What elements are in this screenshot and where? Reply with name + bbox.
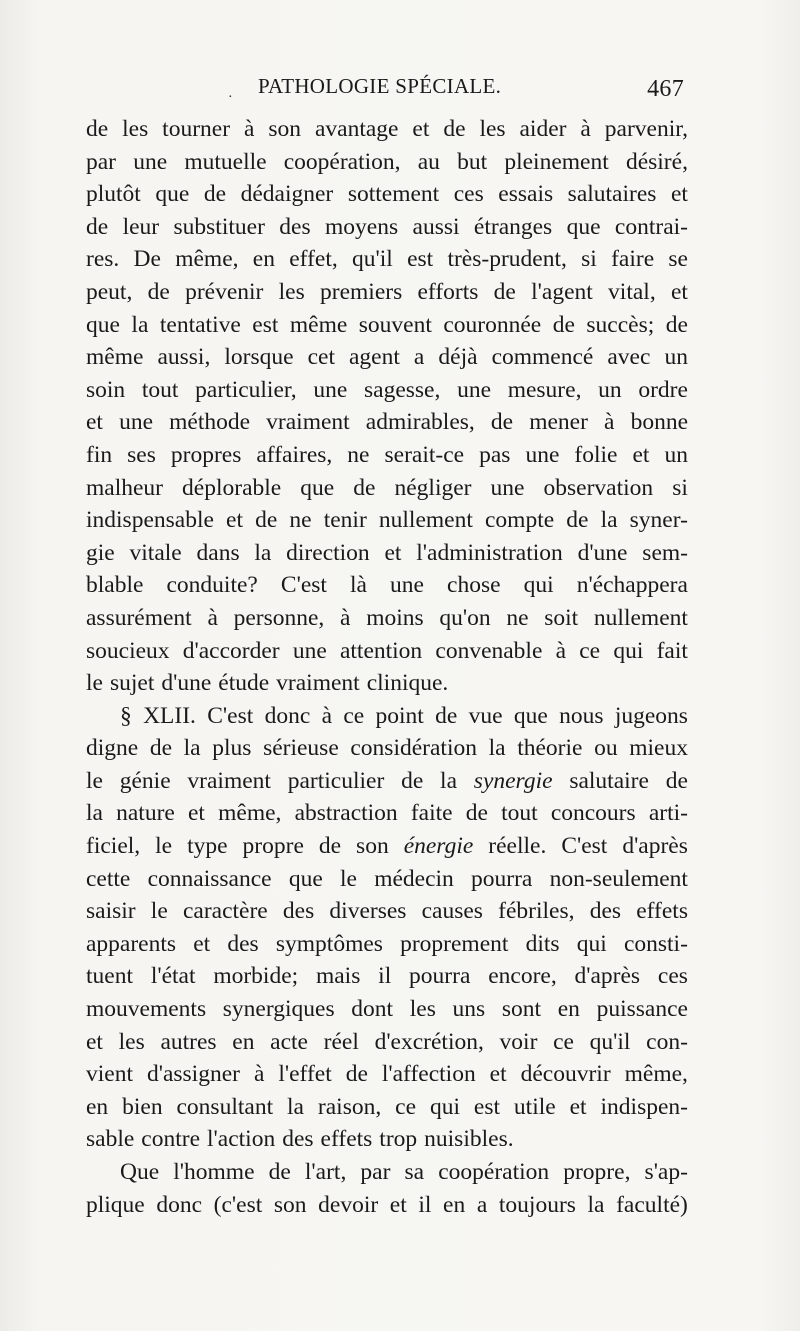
running-header [86,74,684,108]
text-line: digne de la plus sérieuse considération la théorie ou mieux [86,735,688,762]
page-number: 467 [647,76,684,102]
header-title: PATHOLOGIE SPÉCIALE. [258,74,502,98]
text-line: fin ses propres affaires, ne serait-ce pas une folie et un [86,441,688,468]
text-line: plutôt que de dédaigner sottement ces essais salutaires et [86,181,688,208]
text-line: mouvements synergiques dont les uns sont en puissance [86,996,688,1023]
text-line: la nature et même, abstraction faite de tout concours arti- [86,800,688,827]
text-line: plique donc (c'est son devoir et il en a toujours la faculté) [86,1191,688,1218]
text-line: vient d'assigner à l'effet de l'affection et découvrir même, [86,1061,688,1088]
text-line: saisir le caractère des diverses causes fébriles, des effets [86,898,688,925]
text-line: Que l'homme de l'art, par sa coopération propre, s'ap- [120,1159,688,1185]
text-line: ficiel, le type propre de son énergie réelle. C'est d'après [86,833,688,860]
text-line: gie vitale dans la direction et l'administration d'une sem- [86,539,688,566]
text-line: de leur substituer des moyens aussi étranges que contrai- [86,213,688,240]
text-line: de les tourner à son avantage et de les aider à parvenir, [86,116,688,142]
text-line: que la tentative est même souvent couronnée de succès; de [86,311,688,338]
text-line: tuent l'état morbide; mais il pourra encore, d'après ces [86,963,688,990]
text-line: en bien consultant la raison, ce qui est utile et indispen- [86,1093,688,1120]
text-line: et une méthode vraiment admirables, de mener à bonne [86,409,688,436]
text-line: même aussi, lorsque cet agent a déjà commencé avec un [86,344,688,371]
text-line: soin tout particulier, une sagesse, une mesure, un ordre [86,376,688,403]
text-line: soucieux d'accorder une attention convenable à ce qui fait [86,637,688,664]
text-line: le génie vraiment particulier de la synergie salutaire de [86,767,688,794]
text-line: indispensable et de ne tenir nullement compte de la syner- [86,507,688,534]
text-line: assurément à personne, à moins qu'on ne soit nullement [86,604,688,631]
body-text [86,113,688,1221]
text-line: par une mutuelle coopération, au but pleinement désiré, [86,148,688,175]
text-line: peut, de prévenir les premiers efforts de l'agent vital, et [86,278,688,305]
text-line: malheur déplorable que de négliger une observation si [86,474,688,501]
text-line: res. De même, en effet, qu'il est très-prudent, si faire se [86,246,688,273]
text-line: et les autres en acte réel d'excrétion, voir ce qu'il con- [86,1028,688,1055]
text-line: apparents et des symptômes proprement dits qui consti- [86,930,688,957]
text-line: § XLII. C'est donc à ce point de vue que nous jugeons [120,702,688,729]
text-line: cette connaissance que le médecin pourra non-seulement [86,865,688,892]
header-dot: · [228,90,233,105]
text-line: sable contre l'action des effets trop nuisibles. [86,1126,514,1153]
text-line: blable conduite? C'est là une chose qui n'échappera [86,572,688,599]
text-line: le sujet d'une étude vraiment clinique. [86,670,449,697]
